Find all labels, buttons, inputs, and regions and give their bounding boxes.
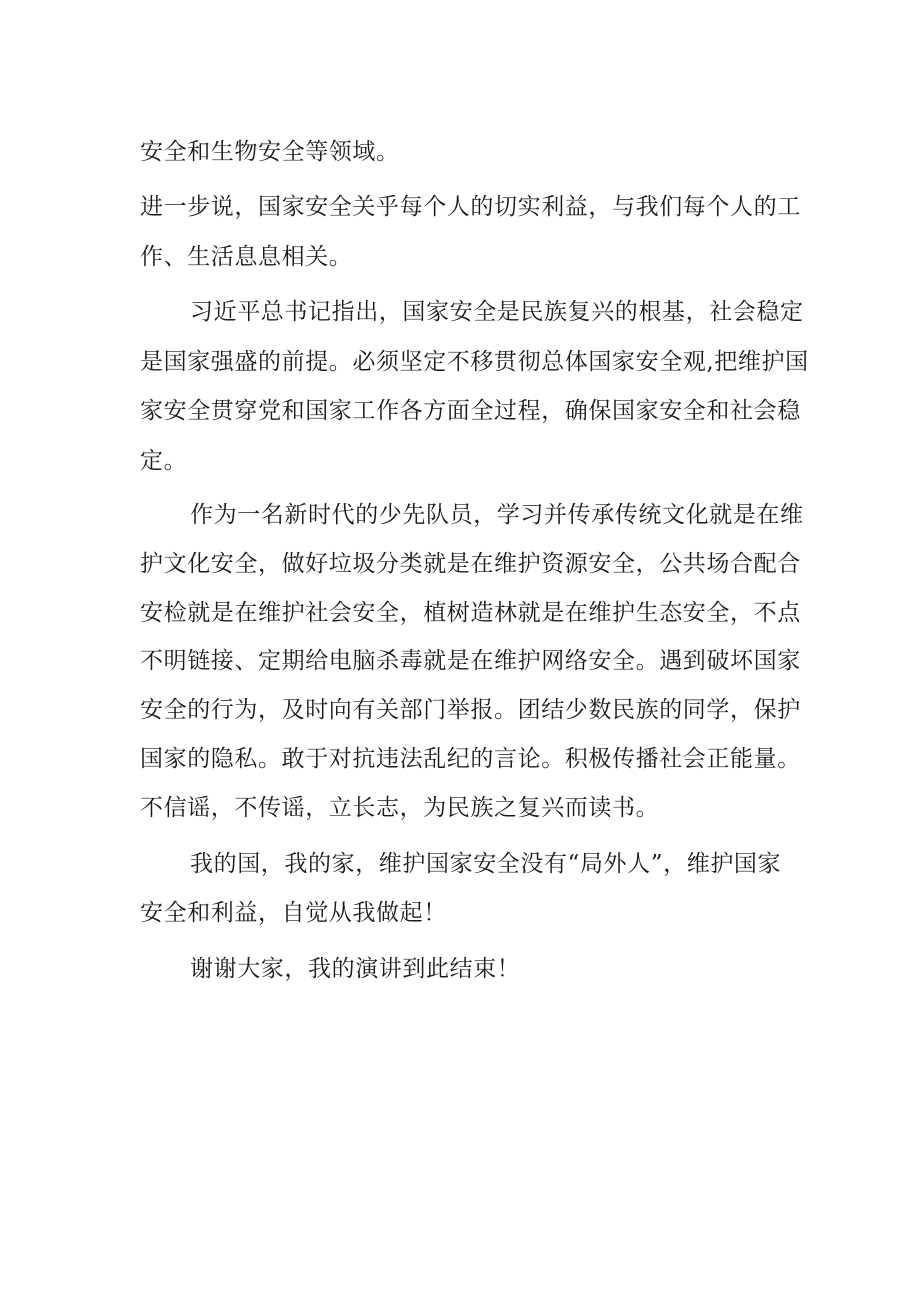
text-line: 不明链接、定期给电脑杀毒就是在维护网络安全。遇到破坏国家 — [140, 648, 801, 674]
text-line: 安全和利益，自觉从我做起！ — [140, 900, 447, 926]
text-line: 是国家强盛的前提。必须坚定不移贯彻总体国家安全观,把维护国 — [140, 349, 809, 375]
text-line: 安全的行为，及时向有关部门举报。团结少数民族的同学，保护 — [140, 697, 801, 723]
text-line: 护文化安全，做好垃圾分类就是在维护资源安全，公共场合配合 — [140, 551, 801, 577]
text-line: 谢谢大家，我的演讲到此结束！ — [190, 956, 521, 982]
text-line: 国家的隐私。敢于对抗违法乱纪的言论。积极传播社会正能量。 — [140, 746, 801, 772]
text-line: 不信谣，不传谣，立长志，为民族之复兴而读书。 — [140, 795, 660, 821]
text-line: 定。 — [140, 448, 188, 474]
text-line: 家安全贯穿党和国家工作各方面全过程，确保国家安全和社会稳 — [140, 398, 801, 424]
text-line: 安检就是在维护社会安全，植树造林就是在维护生态安全，不点 — [140, 600, 801, 626]
text-line: 习近平总书记指出，国家安全是民族复兴的根基，社会稳定 — [190, 299, 804, 325]
text-line: 安全和生物安全等领域。 — [140, 139, 400, 165]
text-line: 作为一名新时代的少先队员，学习并传承传统文化就是在维 — [190, 502, 804, 528]
text-line: 我的国，我的家，维护国家安全没有“局外人”，维护国家 — [190, 851, 782, 877]
text-line: 作、生活息息相关。 — [140, 244, 353, 270]
text-line: 进一步说，国家安全关乎每个人的切实利益，与我们每个人的工 — [140, 194, 801, 220]
